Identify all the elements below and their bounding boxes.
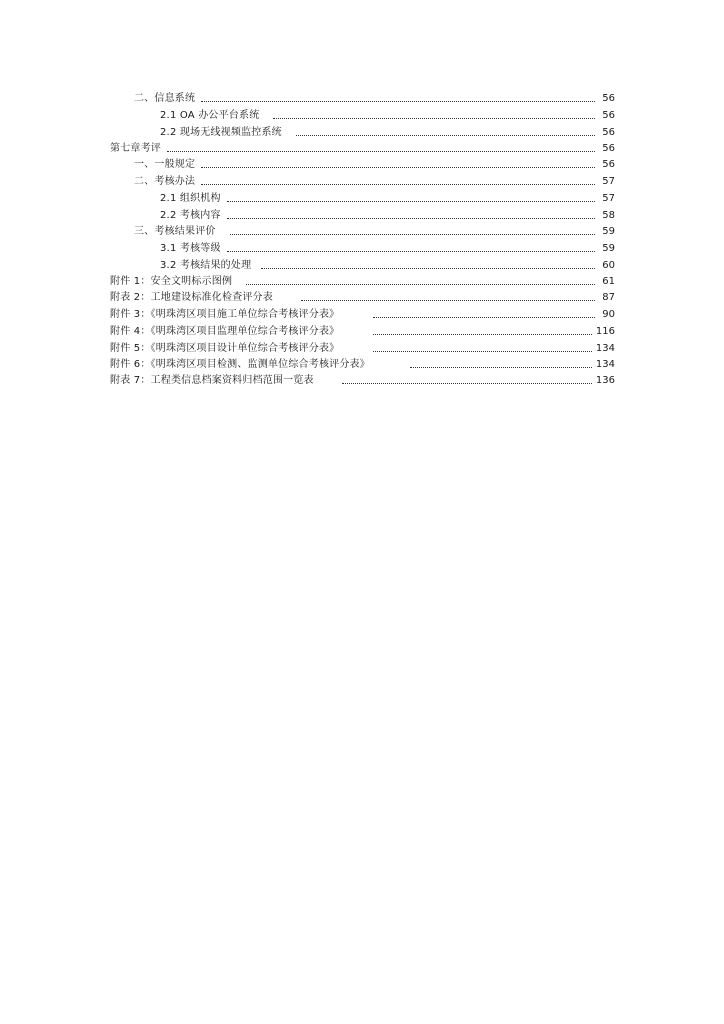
toc-entry[interactable] (110, 371, 615, 387)
toc-page-number: 59 (602, 226, 615, 237)
toc-leader-dots (201, 167, 595, 168)
toc-entry-label: 三、考核结果评价 (134, 226, 216, 237)
toc-page-number: 57 (602, 193, 615, 204)
toc-entry-label: 一、一般规定 (134, 159, 196, 170)
toc-page-number: 56 (602, 110, 615, 121)
toc-page-number: 56 (602, 127, 615, 138)
toc-entry-label: 2.2 考核内容 (160, 210, 221, 221)
toc-leader-dots (301, 300, 595, 301)
toc-entry-label: 3.1 考核等级 (160, 243, 221, 254)
toc-leader-dots (230, 234, 595, 235)
toc-page-number: 87 (602, 292, 615, 303)
toc-entry[interactable] (160, 106, 615, 122)
toc-entry-label: 附件 6：《明珠湾区项目检测、监测单位综合考核评分表》 (110, 359, 370, 370)
toc-entry[interactable] (134, 222, 615, 238)
toc-page-number: 136 (595, 375, 615, 386)
toc-leader-dots (246, 284, 595, 285)
toc-entry-label: 3.2 考核结果的处理 (160, 260, 252, 271)
toc-entry[interactable] (110, 339, 615, 355)
toc-entry-label: 二、信息系统 (134, 93, 196, 104)
toc-leader-dots (373, 351, 592, 352)
toc-page-number: 57 (602, 176, 615, 187)
toc-entry[interactable] (160, 239, 615, 255)
toc-page-number: 90 (602, 309, 615, 320)
toc-entry[interactable] (160, 256, 615, 272)
toc-page-number: 56 (602, 159, 615, 170)
toc-page-number: 61 (602, 276, 615, 287)
toc-leader-dots (273, 118, 595, 119)
toc-page-number: 56 (602, 93, 615, 104)
toc-entry[interactable] (134, 172, 615, 188)
toc-entry[interactable] (134, 89, 615, 105)
toc-entry-label: 2.1 组织机构 (160, 193, 221, 204)
toc-entry-label: 附件 3：《明珠湾区项目施工单位综合考核评分表》 (110, 309, 340, 320)
toc-page-number: 134 (595, 359, 615, 370)
toc-entry-label: 附表 7：工程类信息档案资料归档范围一览表 (110, 375, 314, 386)
toc-leader-dots (261, 268, 595, 269)
toc-leader-dots (342, 383, 592, 384)
toc-entry[interactable] (134, 155, 615, 171)
toc-leader-dots (201, 101, 595, 102)
toc-entry-label: 附表 2：工地建设标准化检查评分表 (110, 292, 273, 303)
toc-entry[interactable] (160, 189, 615, 205)
toc-leader-dots (373, 317, 595, 318)
toc-entry[interactable] (110, 305, 615, 321)
toc-entry[interactable] (160, 206, 615, 222)
toc-page-number: 116 (595, 326, 615, 337)
toc-leader-dots (410, 367, 592, 368)
toc-leader-dots (373, 334, 592, 335)
toc-entry-label: 附件 5：《明珠湾区项目设计单位综合考核评分表》 (110, 343, 340, 354)
toc-entry-label: 第七章考评 (110, 143, 161, 154)
toc-entry-label: 2.1 OA 办公平台系统 (160, 110, 260, 121)
toc-entry[interactable] (110, 272, 615, 288)
toc-leader-dots (296, 135, 595, 136)
toc-entry-label: 2.2 现场无线视频监控系统 (160, 127, 282, 138)
toc-page-number: 58 (602, 210, 615, 221)
toc-entry-label: 附件 1：安全文明标示图例 (110, 276, 233, 287)
toc-entry[interactable] (110, 355, 615, 371)
toc-entry[interactable] (110, 288, 615, 304)
toc-entry-label: 二、考核办法 (134, 176, 196, 187)
toc-page-number: 134 (595, 343, 615, 354)
toc-leader-dots (227, 218, 595, 219)
toc-entry[interactable] (110, 322, 615, 338)
toc-page-number: 59 (602, 243, 615, 254)
toc-leader-dots (201, 184, 595, 185)
toc-leader-dots (227, 251, 595, 252)
toc-page-number: 56 (602, 143, 615, 154)
toc-entry[interactable] (160, 123, 615, 139)
toc-leader-dots (227, 201, 595, 202)
toc-page-number: 60 (602, 260, 615, 271)
toc-leader-dots (167, 151, 595, 152)
toc-entry-label: 附件 4：《明珠湾区项目监理单位综合考核评分表》 (110, 326, 340, 337)
toc-entry[interactable] (110, 139, 615, 155)
